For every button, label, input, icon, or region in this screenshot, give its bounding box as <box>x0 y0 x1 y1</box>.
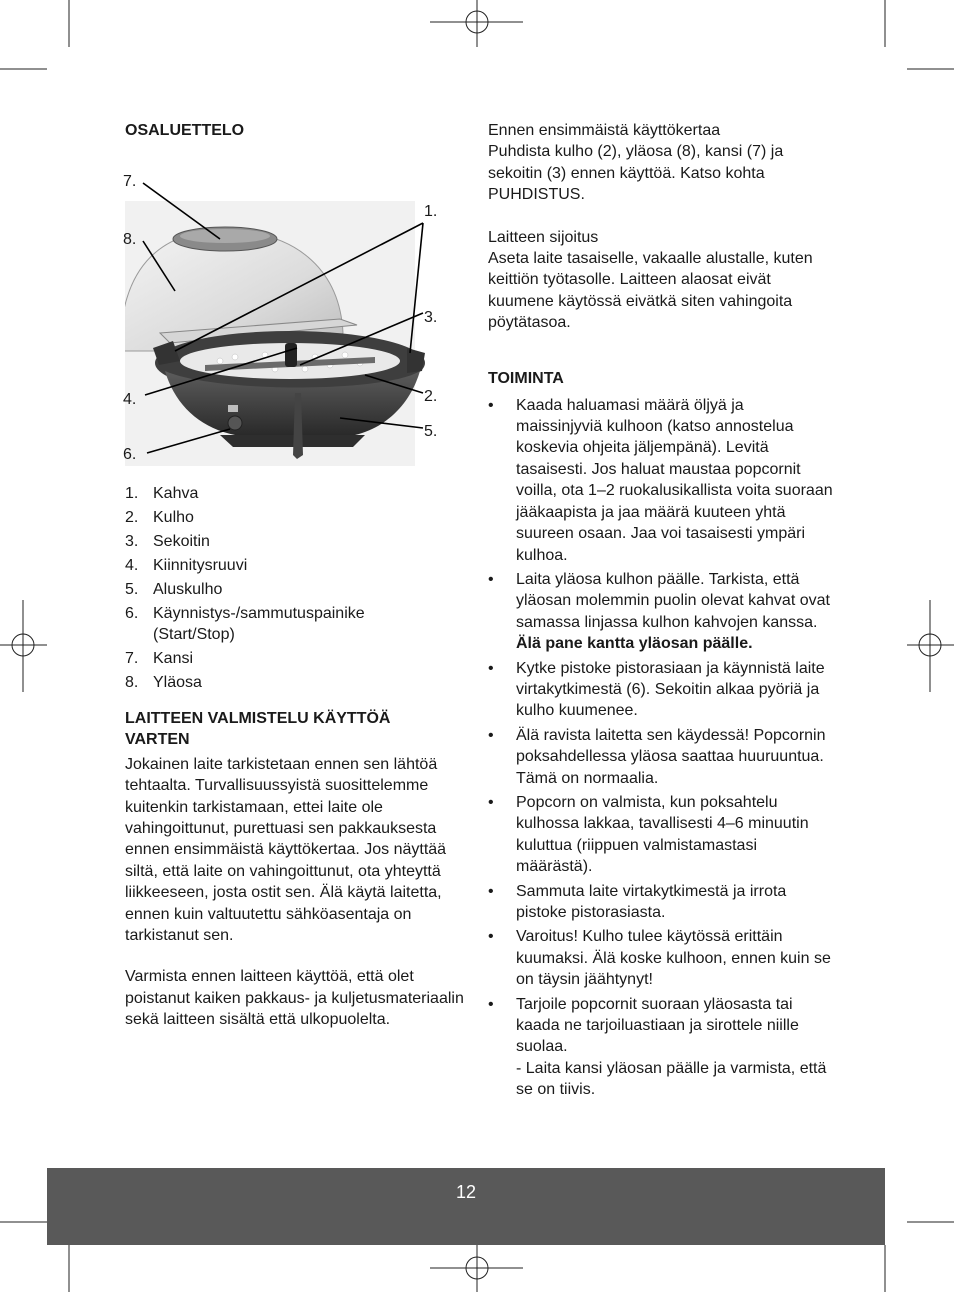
list-item: • Älä ravista laitetta sen käydessä! Popcornin poksahdellessa yläosa saattaa huuruuntua. Tämä on normaalia. <box>488 726 826 787</box>
product-illustration <box>125 143 465 473</box>
list-item: • Popcorn on valmista, kun poksahtelu kulhossa lakkaa, tavallisesti 4–6 minuutin kuluttua (riippuen valmistamastasi määrästä). <box>488 793 809 876</box>
callout-2: 2. <box>424 388 438 405</box>
list-item: • Kaada haluamasi määrä öljyä ja maissinjyviä kulhoon (katso annostelua koskevia ohjeita jäljempänä). Levitä tasaisesti. Jos haluat maustaa popcornit voilla, ota 1–2 ruokalusikallista voita suoraan jääkaapista ja jaa määrä kuuteen yhtä suureen osaan. Jaa voi tasaisesti ympäri kulhoa. <box>488 396 833 564</box>
operation-list <box>488 395 833 1101</box>
page-number: 12 <box>455 1182 477 1202</box>
first-use-heading: Ennen ensimmäistä käyttökertaa <box>488 122 721 139</box>
list-item: • Sammuta laite virtakytkimestä ja irrota pistoke pistorasiasta. <box>488 882 787 921</box>
callout-5: 5. <box>424 423 438 440</box>
prep-heading: LAITTEEN VALMISTELU KÄYTTÖÄ VARTEN <box>125 709 391 748</box>
callout-4: 4. <box>123 391 137 408</box>
prep-paragraph-2: Varmista ennen laitteen käyttöä, että olet poistanut kaiken pakkaus- ja kuljetusmateriaalin sekä laitteen sisältä että ulkopuolelta. <box>125 968 464 1029</box>
list-item: • Varoitus! Kulho tulee käytössä erittäin kuumaksi. Älä koske kulhoon, ennen kuin se on täysin jäähtynyt! <box>488 928 831 989</box>
list-item: 1. Kahva <box>125 485 199 502</box>
first-use-text: Puhdista kulho (2), yläosa (8), kansi (7) ja sekoitin (3) ennen käyttöä. Katso kohta PUHDISTUS. <box>488 143 784 204</box>
list-item: 4. Kiinnitysruuvi <box>125 557 248 574</box>
list-item: 3. Sekoitin <box>125 533 210 550</box>
callout-8: 8. <box>123 231 137 248</box>
left-column <box>125 120 470 1031</box>
right-column <box>488 120 833 1104</box>
list-item: 7. Kansi <box>125 650 194 668</box>
parts-heading: OSALUETTELO <box>125 122 245 139</box>
list-item: • Kytke pistoke pistorasiaan ja käynnistä laite virtakytkimestä (6). Sekoitin alkaa pyöriä ja kulho kuumenee. <box>488 659 825 720</box>
prep-paragraph-1: Jokainen laite tarkistetaan ennen sen lähtöä tehtaalta. Turvallisuussyistä suosittelemme kuitenkin tarkistamaan, ettei laite ole vahingoittunut, purettuasi sen pakkauksesta ennen ensimmäistä käyttökertaa. Jos näyttää siltä, että laite on vahingoittunut, ota yhteyttä liikkeeseen, josta ostit sen. Älä käytä laitetta, ennen kuin valtuutettu sähköasentaja on tarkistanut sen. <box>125 755 447 945</box>
list-item: • Laita yläosa kulhon päälle. Tarkista, että yläosan molemmin puolin olevat kahvat ovat samassa linjassa kulhon kahvojen kanssa. Älä pane kantta yläosan päälle. <box>488 570 830 653</box>
warning-text: Älä pane kantta yläosan päälle. <box>516 635 753 653</box>
list-item: 5. Aluskulho <box>125 581 223 598</box>
callout-1: 1. <box>424 203 438 220</box>
callout-7: 7. <box>123 173 137 190</box>
list-item: 8. Yläosa <box>125 674 202 692</box>
operation-heading: TOIMINTA <box>488 369 564 387</box>
callout-3: 3. <box>424 309 438 326</box>
parts-list <box>125 483 470 694</box>
page-footer <box>47 1168 885 1245</box>
popcorn-maker-drawing <box>125 143 465 473</box>
list-item: • Tarjoile popcornit suoraan yläosasta tai kaada ne tarjoiluastiaan ja sirottele niille suolaa. - Laita kansi yläosan päälle ja varmista, että se on tiivis. <box>488 995 827 1099</box>
placement-heading: Laitteen sijoitus <box>488 228 599 246</box>
list-item: 2. Kulho <box>125 509 194 526</box>
callout-6: 6. <box>123 446 137 463</box>
placement-text: Aseta laite tasaiselle, vakaalle alustalle, kuten keittiön työtasolle. Laitteen alaosat eivät kuumene käytössä eivätkä siten vahingoita pöytätasoa. <box>488 250 813 332</box>
list-item: 6. Käynnistys-/sammutuspainike (Start/Stop) <box>125 605 365 644</box>
